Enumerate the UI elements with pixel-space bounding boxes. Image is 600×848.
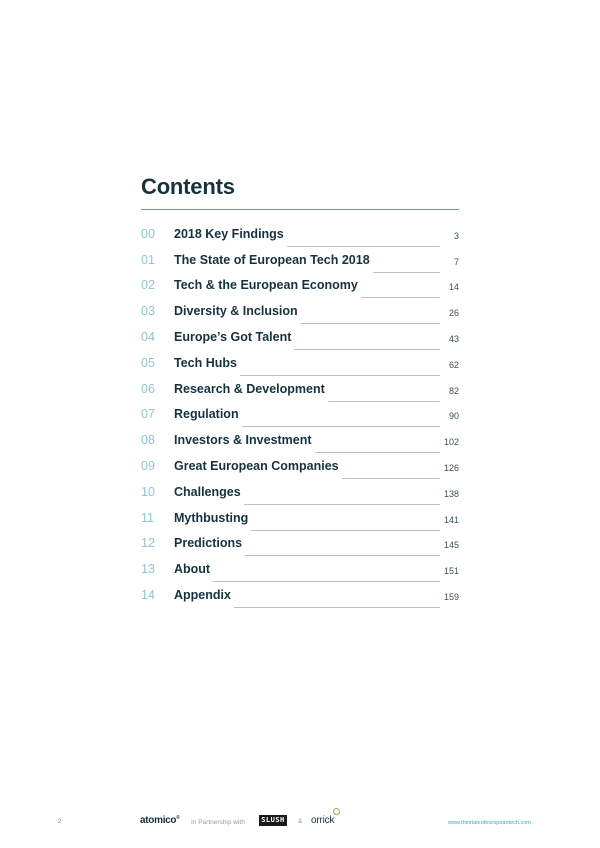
partnership-label: In Partnership with — [191, 819, 245, 826]
toc-leader-line — [244, 497, 440, 505]
toc-section-number: 08 — [141, 433, 155, 448]
toc-section-title[interactable]: Tech Hubs — [174, 355, 237, 370]
toc-leader-line — [242, 419, 440, 427]
toc-page-number: 14 — [448, 282, 459, 293]
toc-entry[interactable] — [141, 453, 459, 479]
toc-entry[interactable] — [141, 350, 459, 376]
toc-page-number: 62 — [448, 359, 459, 370]
page-footer — [0, 811, 600, 835]
table-of-contents — [141, 221, 459, 608]
toc-page-number: 102 — [443, 437, 459, 448]
toc-section-title[interactable]: Mythbusting — [174, 510, 249, 525]
atomico-registered-mark: ® — [176, 815, 180, 821]
toc-section-number: 13 — [141, 562, 155, 577]
toc-leader-line — [361, 290, 440, 298]
toc-entry[interactable] — [141, 298, 459, 324]
toc-section-title[interactable]: Investors & Investment — [174, 433, 312, 448]
toc-entry[interactable] — [141, 247, 459, 273]
toc-section-number: 05 — [141, 355, 155, 370]
toc-leader-line — [240, 368, 440, 376]
toc-leader-line — [251, 523, 440, 531]
orrick-circle-icon — [333, 808, 340, 815]
toc-leader-line — [234, 600, 440, 608]
toc-page-number: 126 — [443, 463, 459, 474]
toc-entry[interactable] — [141, 556, 459, 582]
website-link[interactable]: www.thestateofeuropeantech.com — [448, 820, 531, 826]
toc-page-number: 141 — [443, 514, 459, 525]
toc-entry[interactable] — [141, 402, 459, 428]
toc-entry[interactable] — [141, 324, 459, 350]
toc-section-title[interactable]: Challenges — [174, 484, 241, 499]
toc-entry[interactable] — [141, 376, 459, 402]
toc-leader-line — [301, 316, 440, 324]
footer-page-number: 2 — [58, 819, 62, 825]
ampersand: & — [298, 818, 303, 825]
atomico-logo — [140, 815, 180, 826]
toc-entry[interactable] — [141, 531, 459, 557]
toc-page-number: 151 — [443, 566, 459, 577]
toc-section-number: 04 — [141, 330, 155, 345]
toc-page-number: 3 — [453, 230, 459, 241]
toc-section-number: 10 — [141, 484, 155, 499]
toc-leader-line — [328, 394, 440, 402]
toc-section-title[interactable]: Research & Development — [174, 381, 325, 396]
toc-entry[interactable] — [141, 221, 459, 247]
toc-page-number: 7 — [453, 256, 459, 267]
toc-section-title[interactable]: About — [174, 562, 211, 577]
toc-section-number: 07 — [141, 407, 155, 422]
toc-section-number: 03 — [141, 304, 155, 319]
toc-section-title[interactable]: Appendix — [174, 588, 231, 603]
toc-section-title[interactable]: Diversity & Inclusion — [174, 304, 298, 319]
page-title: Contents — [141, 174, 235, 199]
slush-logo: SLUSH — [259, 815, 287, 826]
toc-leader-line — [287, 239, 440, 247]
toc-page-number: 159 — [443, 592, 459, 603]
toc-entry[interactable] — [141, 427, 459, 453]
toc-page-number: 145 — [443, 540, 459, 551]
title-divider — [141, 209, 459, 210]
toc-section-number: 01 — [141, 252, 155, 267]
toc-leader-line — [342, 471, 440, 479]
toc-section-number: 02 — [141, 278, 155, 293]
toc-section-title[interactable]: Predictions — [174, 536, 243, 551]
toc-section-title[interactable]: Tech & the European Economy — [174, 278, 358, 293]
toc-page-number: 43 — [448, 334, 459, 345]
toc-page-number: 90 — [448, 411, 459, 422]
toc-section-title[interactable]: 2018 Key Findings — [174, 226, 284, 241]
toc-section-number: 06 — [141, 381, 155, 396]
toc-leader-line — [315, 445, 440, 453]
orrick-logo: orrick — [311, 815, 335, 826]
toc-section-title[interactable]: Great European Companies — [174, 459, 339, 474]
toc-entry[interactable] — [141, 479, 459, 505]
toc-section-title[interactable]: Europe’s Got Talent — [174, 330, 292, 345]
toc-page-number: 138 — [443, 488, 459, 499]
toc-leader-line — [213, 574, 440, 582]
toc-section-title[interactable]: Regulation — [174, 407, 239, 422]
toc-section-number: 09 — [141, 459, 155, 474]
toc-entry[interactable] — [141, 582, 459, 608]
toc-page-number: 26 — [448, 308, 459, 319]
toc-page-number: 82 — [448, 385, 459, 396]
atomico-logo-text: atomico — [140, 815, 177, 826]
toc-section-number: 12 — [141, 536, 155, 551]
toc-leader-line — [245, 548, 440, 556]
toc-leader-line — [373, 265, 440, 273]
toc-leader-line — [294, 342, 440, 350]
toc-entry[interactable] — [141, 505, 459, 531]
toc-section-number: 00 — [141, 226, 155, 241]
toc-section-number: 11 — [141, 510, 154, 525]
toc-entry[interactable] — [141, 273, 459, 299]
toc-section-title[interactable]: The State of European Tech 2018 — [174, 252, 370, 267]
toc-section-number: 14 — [141, 588, 155, 603]
